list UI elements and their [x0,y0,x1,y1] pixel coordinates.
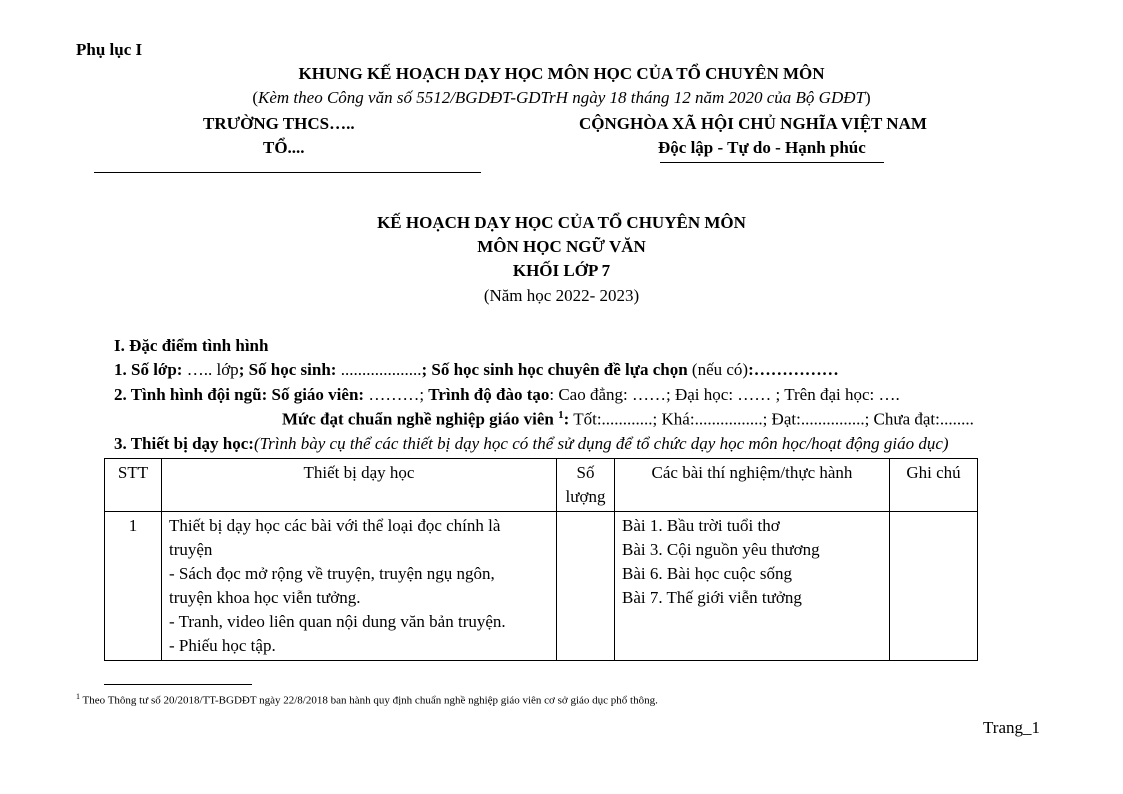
grade-title: KHỐI LỚP 7 [512,261,611,280]
equipment-table [104,458,978,661]
equipment-line: truyện khoa học viễn tưởng. [169,588,361,607]
table-row [105,512,978,661]
header-quantity [557,459,615,512]
header-equipment: Thiết bị dạy học [162,459,557,512]
cell-equipment [162,512,557,661]
footnote-text: Theo Thông tư số 20/2018/TT-BGDĐT ngày 22/8/2018 ban hành quy định chuẩn nghề nghiệp giáo viên cơ sở giáo dục phổ thông. [80,694,658,707]
footnote [76,692,658,707]
equipment-line: - Tranh, video liên quan nội dung văn bản truyện. [169,612,506,631]
item-classes-students [114,360,839,380]
equipment-note: (Trình bày cụ thể các thiết bị dạy học có thể sử dụng để tổ chức dạy học môn học/hoạt động giáo dục) [253,434,949,453]
elective-value: :…………… [748,360,839,379]
republic-heading: CỘNGHÒA XÃ HỘI CHỦ NGHĨA VIỆT NAM [579,114,927,133]
item-equipment [114,434,949,454]
cell-lessons [615,512,890,661]
footnote-separator [104,684,252,685]
motto: Độc lập - Tự do - Hạnh phúc [658,138,866,157]
subject-title: MÔN HỌC NGỮ VĂN [477,237,646,256]
cell-stt: 1 [105,512,162,661]
header-stt: STT [105,459,162,512]
lesson-item: Bài 1. Bầu trời tuổi thơ [622,516,780,535]
training-label: Trình độ đào tạo [428,385,550,404]
header-lessons: Các bài thí nghiệm/thực hành [615,459,890,512]
attached-note-open: ( [252,88,259,107]
classes-label: 1. Số lớp: [114,360,183,379]
attached-note-text: Kèm theo Công văn số 5512/BGDĐT-GDTrH ngày 18 tháng 12 năm 2020 của Bộ GDĐT [258,88,865,107]
staff-label: 2. Tình hình đội ngũ: Số giáo viên: [114,385,365,404]
equipment-label: 3. Thiết bị dạy học: [114,434,254,453]
department-name: TỔ.... [263,138,305,157]
elective-label: ; Số học sinh học chuyên đề lựa chọn [421,360,688,379]
header-quantity-line1: Số [576,463,595,482]
motto-underline [660,162,884,163]
lesson-item: Bài 7. Thế giới viễn tưởng [622,588,802,607]
appendix-label: Phụ lục I [76,40,143,59]
equipment-line: - Phiếu học tập. [169,636,276,655]
footnote-reference[interactable]: 1 [558,409,564,421]
students-value: ................... [336,360,422,379]
attached-note-close: ) [864,88,871,107]
header-notes: Ghi chú [890,459,978,512]
standard-label: Mức đạt chuẩn nghề nghiệp giáo viên [282,409,559,429]
equipment-line: truyện [169,540,213,559]
cell-quantity [557,512,615,661]
cell-notes [890,512,978,661]
elective-note: (nếu có) [687,360,749,379]
lesson-item: Bài 6. Bài học cuộc sống [622,564,792,583]
standard-colon: : [563,409,570,429]
training-values: : Cao đẳng: ……; Đại học: …… ; Trên đại học: …. [549,385,900,404]
standard-values: Tốt:............; Khá:................; Đạt:...............; Chưa đạt:........ [569,409,974,429]
section-heading: I. Đặc điểm tình hình [114,336,269,355]
left-divider [94,172,481,173]
page-number: Trang_1 [983,718,1040,737]
table-header-row [105,459,978,512]
teachers-value: ………; [364,385,429,404]
students-label: ; Số học sinh: [238,360,337,379]
lesson-item: Bài 3. Cội nguồn yêu thương [622,540,820,559]
school-year: (Năm học 2022- 2023) [483,286,640,305]
attached-note [0,88,1123,108]
frame-title: KHUNG KẾ HOẠCH DẠY HỌC MÔN HỌC CỦA TỔ CHUYÊN MÔN [298,64,825,83]
footnote-mark: 1 [76,692,80,701]
equipment-line: Thiết bị dạy học các bài với thể loại đọc chính là [169,516,501,535]
equipment-line: - Sách đọc mở rộng về truyện, truyện ngụ ngôn, [169,564,495,583]
item-standard [282,409,974,430]
item-staff [114,385,900,405]
plan-title: KẾ HOẠCH DẠY HỌC CỦA TỔ CHUYÊN MÔN [377,213,746,232]
header-quantity-line2: lượng [565,487,606,506]
school-name: TRƯỜNG THCS….. [203,114,355,133]
classes-value: ….. lớp [182,360,239,379]
